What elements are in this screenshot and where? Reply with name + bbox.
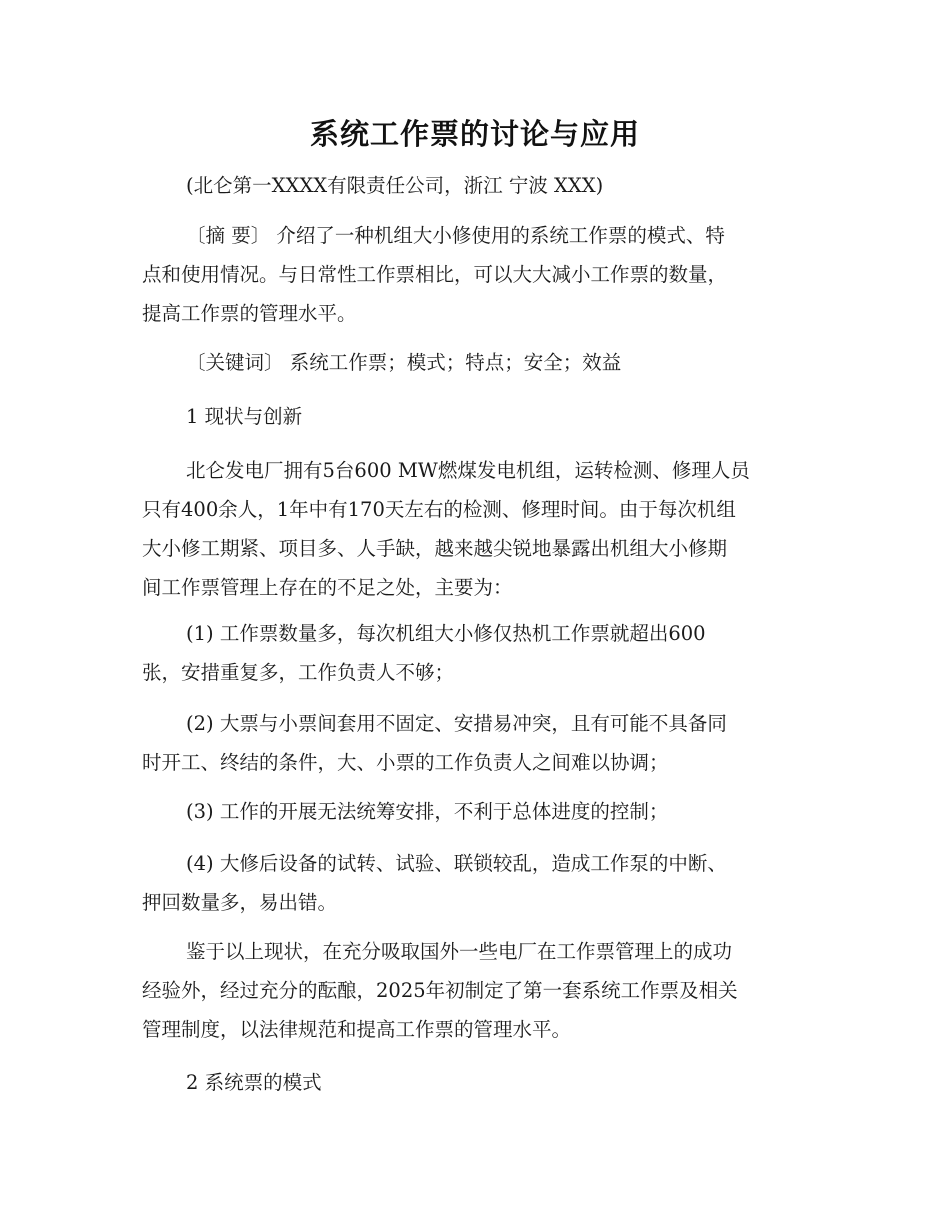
abstract-line: 提高工作票的管理水平。 bbox=[142, 302, 357, 325]
affiliation-text: (北仑第一XXXX有限责任公司，浙江 宁波 XXX) bbox=[186, 174, 604, 197]
list-item-line: 时开工、终结的条件，大、小票的工作负责人之间难以协调； bbox=[142, 751, 669, 774]
paragraph-line: 北仑发电厂拥有5台600 MW燃煤发电机组，运转检测、修理人员 bbox=[186, 459, 750, 482]
section-heading bbox=[142, 397, 810, 436]
list-item-line: (2) 大票与小票间套用不固定、安措易冲突，且有可能不具备同 bbox=[186, 712, 727, 735]
body-paragraph bbox=[142, 451, 810, 607]
abstract-paragraph bbox=[142, 216, 810, 333]
affiliation bbox=[142, 166, 810, 205]
list-item-line: (3) 工作的开展无法统筹安排，不利于总体进度的控制； bbox=[186, 800, 669, 823]
paragraph-line: 管理制度，以法律规范和提高工作票的管理水平。 bbox=[142, 1018, 572, 1041]
keywords-line bbox=[142, 343, 810, 382]
list-item bbox=[142, 792, 810, 831]
section-heading bbox=[142, 1063, 810, 1102]
section-heading-text: 1 现状与创新 bbox=[186, 405, 303, 428]
paragraph-line: 鉴于以上现状，在充分吸取国外一些电厂在工作票管理上的成功 bbox=[186, 940, 733, 963]
list-item bbox=[142, 614, 810, 692]
list-item bbox=[142, 704, 810, 782]
keywords-text: 〔关键词〕 系统工作票；模式；特点；安全；效益 bbox=[186, 351, 622, 374]
paragraph-line: 经验外，经过充分的酝酿，2025年初制定了第一套系统工作票及相关 bbox=[142, 979, 738, 1002]
list-item bbox=[142, 844, 810, 922]
paragraph-line: 间工作票管理上存在的不足之处，主要为： bbox=[142, 576, 513, 599]
list-item-line: (4) 大修后设备的试转、试验、联锁较乱，造成工作泵的中断、 bbox=[186, 852, 727, 875]
body-paragraph bbox=[142, 932, 810, 1049]
document-title: 系统工作票的讨论与应用 bbox=[309, 117, 640, 151]
abstract-line: 〔摘 要〕 介绍了一种机组大小修使用的系统工作票的模式、特 bbox=[186, 224, 725, 247]
list-item-line: 押回数量多，易出错。 bbox=[142, 891, 338, 914]
paragraph-line: 只有400余人，1年中有170天左右的检测、修理时间。由于每次机组 bbox=[142, 498, 736, 521]
abstract-line: 点和使用情况。与日常性工作票相比，可以大大减小工作票的数量， bbox=[142, 263, 728, 286]
paragraph-line: 大小修工期紧、项目多、人手缺，越来越尖锐地暴露出机组大小修期 bbox=[142, 537, 728, 560]
list-item-line: 张，安措重复多，工作负责人不够； bbox=[142, 661, 455, 684]
list-item-line: (1) 工作票数量多，每次机组大小修仅热机工作票就超出600 bbox=[186, 622, 706, 645]
section-heading-text: 2 系统票的模式 bbox=[186, 1071, 322, 1094]
